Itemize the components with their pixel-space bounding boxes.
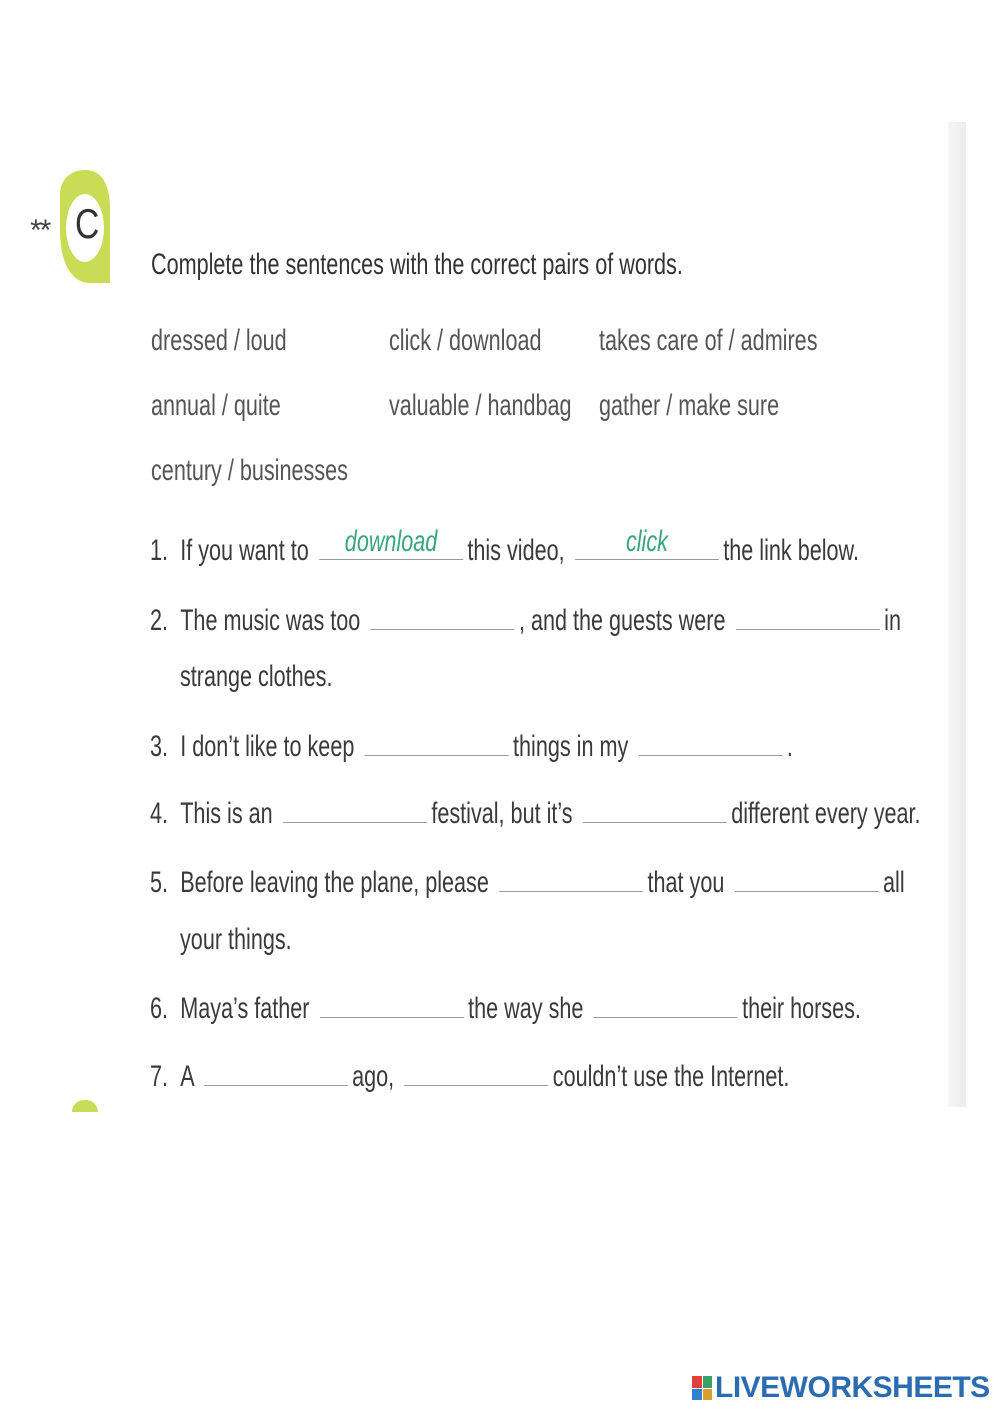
sentence-text: couldn’t use the Internet. <box>552 1060 790 1093</box>
sentence-text: all <box>883 866 905 899</box>
sentence-text: Before leaving the plane, please <box>180 866 489 899</box>
sentence-text: This is an <box>180 797 273 830</box>
sentence-text: The music was too <box>180 604 361 637</box>
sentence-text: festival, but it’s <box>431 797 573 830</box>
sentence-text: A <box>180 1060 194 1093</box>
sentence-text: in <box>884 604 901 637</box>
sentence-1 <box>150 525 859 568</box>
word-pair: gather / make sure <box>599 389 780 422</box>
sentence-text: this video, <box>467 534 565 567</box>
word-pair: annual / quite <box>151 389 281 422</box>
sentence-3 <box>150 729 793 764</box>
sentence-6 <box>150 991 861 1026</box>
exercise-letter: C <box>75 200 100 247</box>
sentence-5 <box>150 865 905 900</box>
answer-blank-1a[interactable] <box>319 525 463 560</box>
sentence-text: ago, <box>352 1060 395 1093</box>
answer-blank-1b[interactable] <box>575 525 719 560</box>
answer-blank-6b[interactable] <box>594 991 738 1018</box>
word-pair: dressed / loud <box>151 324 287 357</box>
answer-blank-2a[interactable] <box>371 603 515 630</box>
sentence-5-continued: your things. <box>180 923 292 956</box>
next-badge-peek <box>72 1100 98 1112</box>
answer-blank-4a[interactable] <box>283 796 427 823</box>
answer-blank-7a[interactable] <box>204 1059 348 1086</box>
logo-icon <box>692 1376 712 1400</box>
answer-blank-5a[interactable] <box>499 865 643 892</box>
word-pair: valuable / handbag <box>389 389 572 422</box>
sentence-number: 5. <box>150 866 169 899</box>
sentence-text: things in my <box>513 730 629 763</box>
answer-blank-4b[interactable] <box>583 796 727 823</box>
answer-blank-6a[interactable] <box>320 991 464 1018</box>
liveworksheets-logo[interactable] <box>692 1373 990 1403</box>
sentence-number: 3. <box>150 730 169 763</box>
word-pair: click / download <box>389 324 542 357</box>
sentence-text: the way she <box>468 992 584 1025</box>
sentence-text: their horses. <box>742 992 861 1025</box>
answer-text: download <box>344 525 438 558</box>
answer-blank-7b[interactable] <box>404 1059 548 1086</box>
answer-blank-2b[interactable] <box>736 603 880 630</box>
difficulty-stars: ** <box>30 214 50 247</box>
sentence-number: 6. <box>150 992 169 1025</box>
sentence-number: 1. <box>150 534 169 567</box>
sentence-7 <box>150 1059 789 1094</box>
logo-text: LIVEWORKSHEETS <box>715 1371 990 1404</box>
sentence-text: the link below. <box>723 534 859 567</box>
sentence-4 <box>150 796 921 831</box>
sentence-text: different every year. <box>731 797 921 830</box>
sentence-text: I don’t like to keep <box>180 730 355 763</box>
answer-blank-3b[interactable] <box>639 729 783 756</box>
sentence-number: 4. <box>150 797 169 830</box>
instruction: Complete the sentences with the correct pairs of words. <box>151 248 683 281</box>
sentence-text: . <box>786 730 793 763</box>
answer-blank-3a[interactable] <box>365 729 509 756</box>
sentence-text: If you want to <box>180 534 309 567</box>
word-pair: takes care of / admires <box>599 324 818 357</box>
scan-edge <box>948 122 966 1107</box>
word-pair: century / businesses <box>151 454 348 487</box>
sentence-number: 2. <box>150 604 169 637</box>
answer-text: click <box>625 525 668 558</box>
sentence-text: Maya’s father <box>180 992 310 1025</box>
sentence-2-continued: strange clothes. <box>180 660 333 693</box>
sentence-number: 7. <box>150 1060 169 1093</box>
sentence-text: , and the guests were <box>518 604 726 637</box>
answer-blank-5b[interactable] <box>735 865 879 892</box>
sentence-text: that you <box>647 866 725 899</box>
sentence-2 <box>150 603 901 638</box>
